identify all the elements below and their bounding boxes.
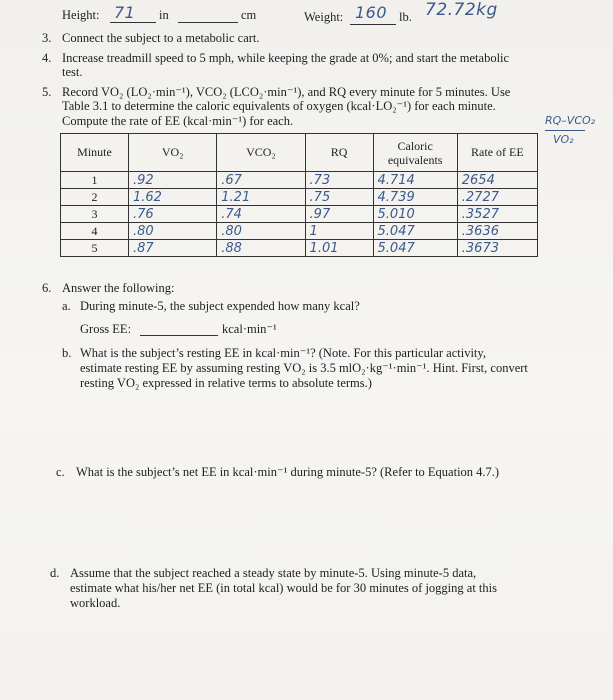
step-4-line-1: Increase treadmill speed to 5 mph, while keeping the grade at 0%; and start the metabolic — [62, 51, 510, 65]
q6d-label: d. — [50, 566, 60, 580]
weight-label: Weight: — [304, 10, 344, 24]
table-row — [61, 172, 538, 189]
q6b-line-2: estimate resting EE by assuming resting VO₂ is 3.5 mlO₂·kg⁻¹·min⁻¹. Hint. First, convert — [80, 361, 528, 375]
cell-caloric: 5.047 — [373, 240, 457, 257]
cell-minute: 1 — [61, 172, 129, 189]
q6c-label: c. — [56, 465, 65, 479]
q6b-label: b. — [62, 346, 72, 360]
step-5-number: 5. — [42, 85, 52, 99]
cell-vco2: .88 — [217, 240, 305, 257]
q6d-line-1: Assume that the subject reached a steady state by minute-5. Using minute-5 data, — [70, 566, 477, 580]
height-cm-line — [178, 22, 238, 23]
cell-ee: .3636 — [457, 223, 537, 240]
q6d-line-2: estimate what his/her net EE (in total kcal) would be for 30 minutes of jogging at this — [70, 581, 497, 595]
cell-ee: 2654 — [457, 172, 537, 189]
cell-rq: 1.01 — [305, 240, 373, 257]
cell-minute: 3 — [61, 206, 129, 223]
cell-minute: 5 — [61, 240, 129, 257]
col-rq: RQ — [305, 134, 373, 172]
margin-note-divider — [545, 130, 585, 131]
step-5-line-1: Record VO₂ (LO₂·min⁻¹), VCO₂ (LCO₂·min⁻¹), and RQ every minute for 5 minutes. Use — [62, 85, 511, 99]
col-caloric-line-1: Caloric — [397, 138, 433, 153]
cell-rq: .73 — [305, 172, 373, 189]
cell-minute: 2 — [61, 189, 129, 206]
cell-caloric: 5.010 — [373, 206, 457, 223]
q6b-line-3: resting VO₂ expressed in relative terms to absolute terms.) — [80, 376, 372, 390]
height-label: Height: — [62, 8, 100, 22]
cell-vo2: .80 — [128, 223, 216, 240]
cell-vco2: .67 — [217, 172, 305, 189]
q6-number: 6. — [42, 281, 52, 295]
col-vco2: VCO₂ — [217, 134, 305, 172]
gross-ee-answer-line[interactable] — [140, 335, 218, 336]
table-row — [61, 240, 538, 257]
margin-note-bottom: VO₂ — [553, 133, 574, 146]
q6b-line-1: What is the subject’s resting EE in kcal·min⁻¹? (Note. For this particular activity, — [80, 346, 486, 360]
step-5-line-2: Table 3.1 to determine the caloric equivalents of oxygen (kcal·LO₂⁻¹) for each minute. — [62, 99, 496, 113]
cell-vo2: .76 — [128, 206, 216, 223]
col-caloric-equivalents — [373, 134, 457, 172]
q6a-text: During minute-5, the subject expended how many kcal? — [80, 299, 360, 313]
cell-caloric: 4.739 — [373, 189, 457, 206]
weight-kg-value: 72.72kg — [425, 0, 498, 20]
cm-unit: cm — [241, 8, 257, 22]
table-row — [61, 206, 538, 223]
table-row — [61, 189, 538, 206]
cell-caloric: 4.714 — [373, 172, 457, 189]
weight-value: 160 — [355, 3, 388, 22]
cell-vo2: .87 — [128, 240, 216, 257]
cell-ee: .2727 — [457, 189, 537, 206]
q6a-label: a. — [62, 299, 71, 313]
cell-minute: 4 — [61, 223, 129, 240]
weight-line — [350, 24, 396, 25]
cell-vco2: .80 — [217, 223, 305, 240]
col-caloric-line-2: equivalents — [387, 152, 443, 167]
table-row — [61, 223, 538, 240]
cell-vco2: .74 — [217, 206, 305, 223]
in-unit: in — [159, 8, 169, 22]
table-header-row — [61, 134, 538, 172]
metabolic-data-table — [60, 133, 538, 257]
col-rate-of-ee: Rate of EE — [457, 134, 537, 172]
step-4-line-2: test. — [62, 65, 83, 79]
height-value: 71 — [114, 3, 136, 22]
cell-rq: .75 — [305, 189, 373, 206]
margin-note-top: RQ–VCO₂ — [545, 114, 596, 127]
q6-title: Answer the following: — [62, 281, 175, 295]
cell-vo2: 1.62 — [128, 189, 216, 206]
q6c-text: What is the subject’s net EE in kcal·min⁻¹ during minute-5? (Refer to Equation 4.7.) — [76, 465, 500, 479]
step-3-text: Connect the subject to a metabolic cart. — [62, 31, 260, 45]
cell-vco2: 1.21 — [217, 189, 305, 206]
col-minute: Minute — [61, 134, 129, 172]
gross-ee-label: Gross EE: — [80, 322, 132, 336]
q6d-line-3: workload. — [70, 596, 121, 610]
cell-caloric: 5.047 — [373, 223, 457, 240]
cell-ee: .3673 — [457, 240, 537, 257]
cell-vo2: .92 — [128, 172, 216, 189]
cell-ee: .3527 — [457, 206, 537, 223]
step-4-number: 4. — [42, 51, 52, 65]
step-5-line-3: Compute the rate of EE (kcal·min⁻¹) for each. — [62, 114, 294, 128]
height-in-line — [110, 22, 156, 23]
gross-ee-unit: kcal·min⁻¹ — [222, 322, 277, 336]
cell-rq: .97 — [305, 206, 373, 223]
lb-unit: lb. — [399, 10, 412, 24]
col-vo2: VO₂ — [128, 134, 216, 172]
cell-rq: 1 — [305, 223, 373, 240]
step-3-number: 3. — [42, 31, 52, 45]
